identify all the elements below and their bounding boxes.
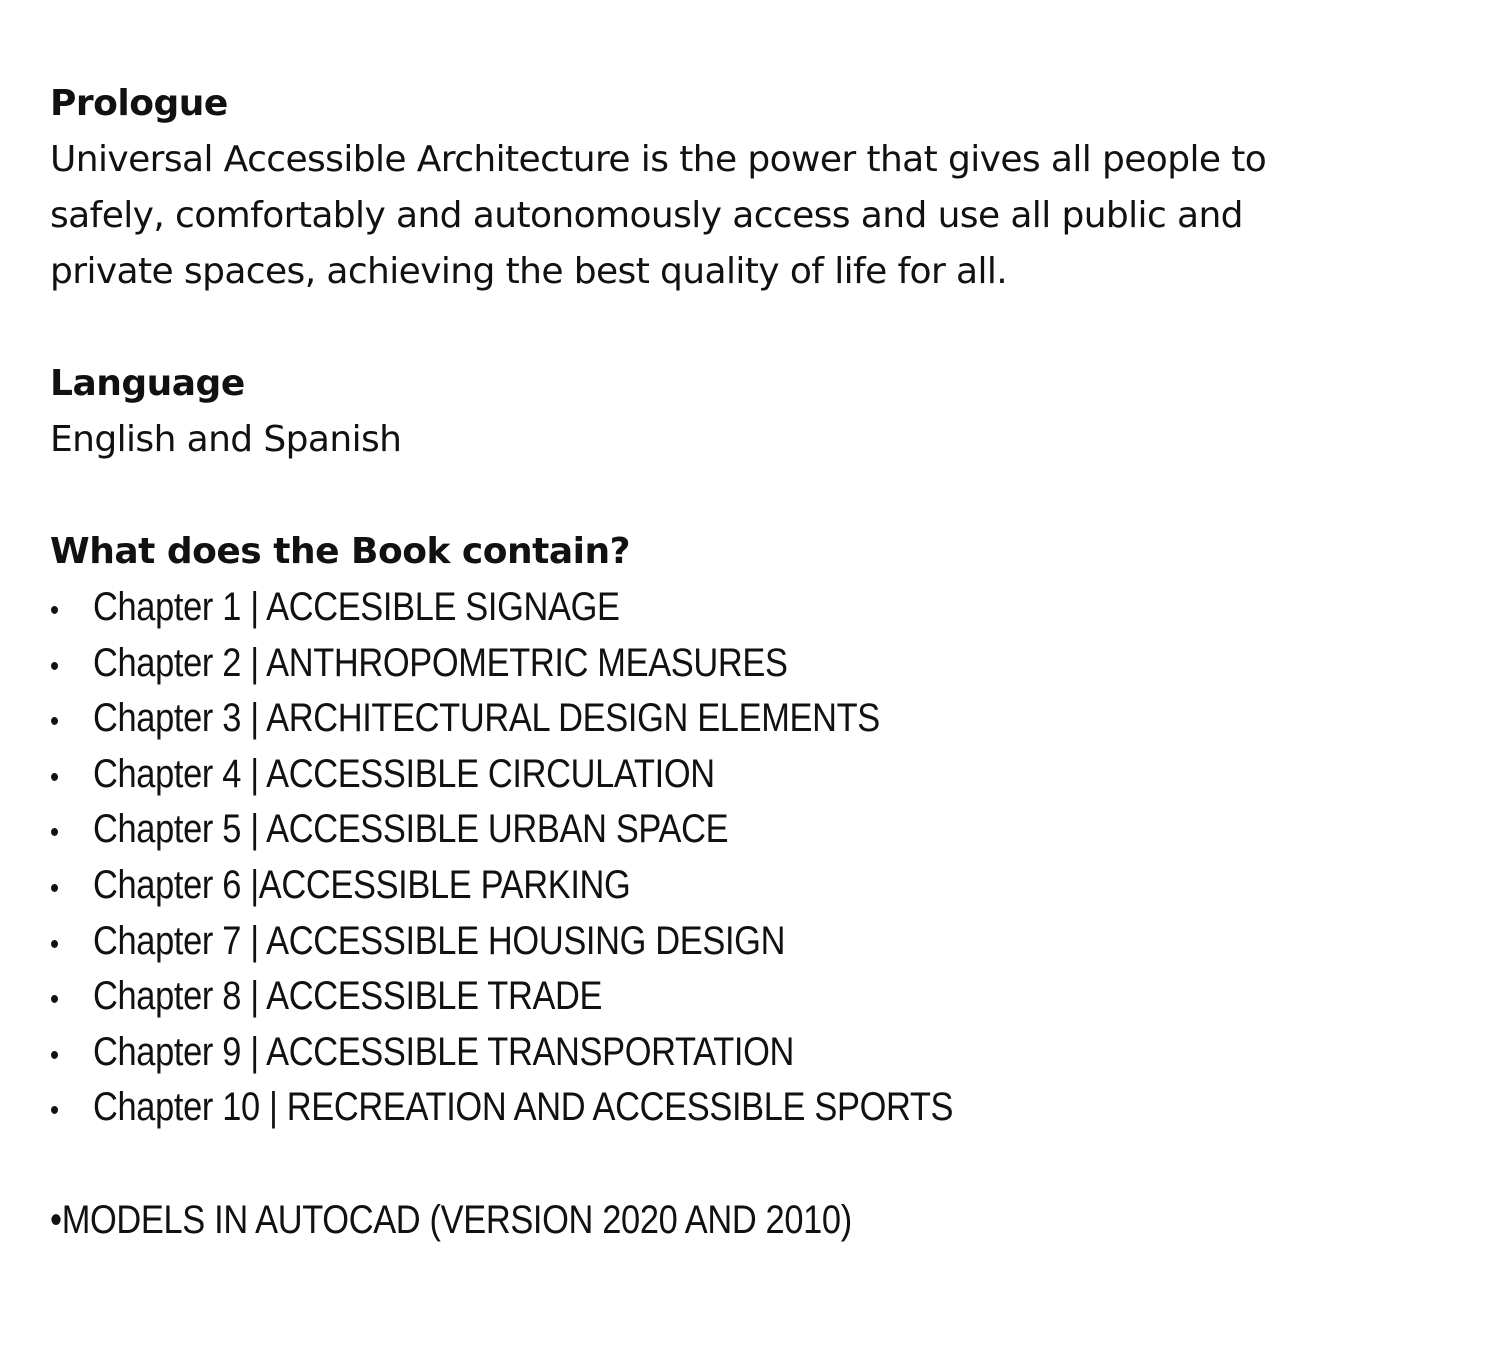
chapter-item <box>50 1025 1271 1081</box>
chapter-item <box>50 858 1271 914</box>
contents-heading: What does the Book contain? <box>50 531 630 572</box>
bullet-icon: • <box>50 1038 59 1072</box>
bullet-icon: • <box>50 927 59 961</box>
chapter-item <box>50 580 1271 636</box>
bullet-icon: • <box>50 871 59 905</box>
spacer <box>50 300 1470 356</box>
chapter-label: Chapter 3 | ARCHITECTURAL DESIGN ELEMENTS <box>93 696 880 741</box>
chapter-label: Chapter 6 |ACCESSIBLE PARKING <box>93 862 631 907</box>
language-value: English and Spanish <box>50 419 402 460</box>
spacer <box>50 468 1470 524</box>
chapter-list <box>50 580 1470 1136</box>
chapter-label: Chapter 4 | ACCESSIBLE CIRCULATION <box>93 751 715 796</box>
bullet-icon: • <box>50 705 59 739</box>
chapter-item <box>50 802 1271 858</box>
chapter-item <box>50 969 1271 1025</box>
chapter-label: Chapter 2 | ANTHROPOMETRIC MEASURES <box>93 640 788 685</box>
bullet-icon: • <box>50 816 59 850</box>
autocad-models-note: •MODELS IN AUTOCAD (VERSION 2020 AND 2010) <box>50 1197 852 1242</box>
chapter-label: Chapter 5 | ACCESSIBLE URBAN SPACE <box>93 807 729 852</box>
bullet-icon: • <box>50 594 59 627</box>
language-heading: Language <box>50 363 245 404</box>
chapter-item <box>50 691 1271 747</box>
prologue-line: private spaces, achieving the best quality of life for all. <box>50 251 1008 292</box>
prologue-heading: Prologue <box>50 83 228 124</box>
bullet-icon: • <box>50 1094 59 1128</box>
book-description <box>50 76 1470 1248</box>
chapter-label: Chapter 10 | RECREATION AND ACCESSIBLE SPORTS <box>93 1085 954 1130</box>
bullet-icon: • <box>50 760 59 794</box>
chapter-label: Chapter 9 | ACCESSIBLE TRANSPORTATION <box>93 1029 795 1074</box>
chapter-label: Chapter 1 | ACCESIBLE SIGNAGE <box>93 585 620 629</box>
chapter-item <box>50 747 1271 803</box>
bullet-icon: • <box>50 649 59 683</box>
chapter-item <box>50 914 1271 970</box>
prologue-line: safely, comfortably and autonomously access and use all public and <box>50 195 1243 236</box>
chapter-label: Chapter 8 | ACCESSIBLE TRADE <box>93 974 603 1019</box>
chapter-item <box>50 1080 1271 1136</box>
chapter-item <box>50 636 1271 692</box>
spacer <box>50 1136 1470 1192</box>
prologue-line: Universal Accessible Architecture is the power that gives all people to <box>50 139 1267 180</box>
chapter-label: Chapter 7 | ACCESSIBLE HOUSING DESIGN <box>93 918 786 963</box>
bullet-icon: • <box>50 983 59 1017</box>
